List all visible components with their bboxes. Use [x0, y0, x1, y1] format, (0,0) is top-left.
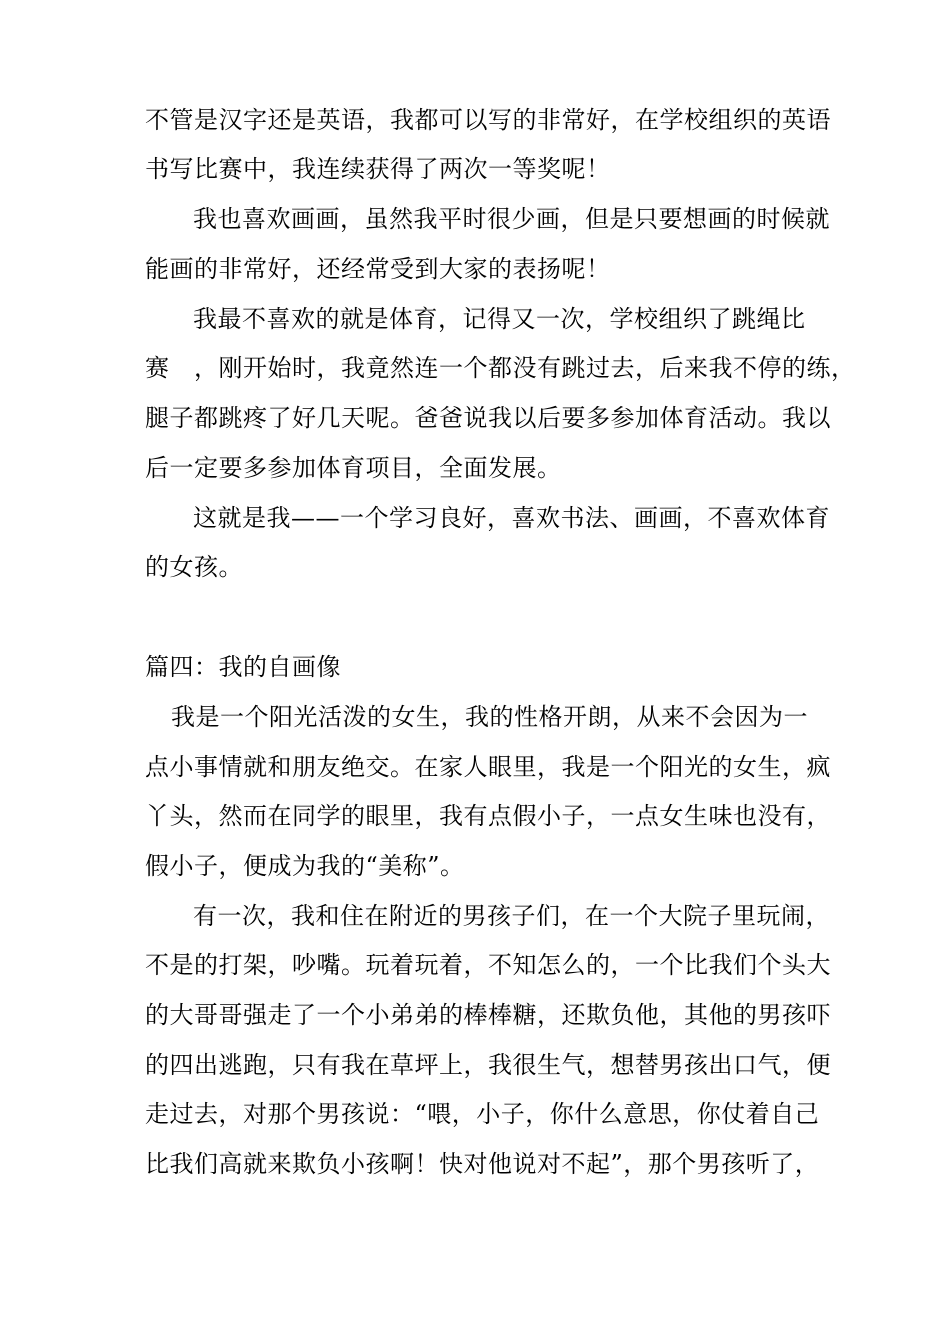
text-line: 不管是汉字还是英语，我都可以写的非常好，在学校组织的英语: [145, 106, 831, 134]
section-heading: 篇四：我的自画像: [145, 653, 341, 681]
text-line: 腿子都跳疼了好几天呢。爸爸说我以后要多参加体育活动。我以: [145, 404, 831, 432]
paragraph-start-line: 我最不喜欢的就是体育，记得又一次，学校组织了跳绳比: [193, 305, 806, 333]
text-line: 丫头，然而在同学的眼里，我有点假小子，一点女生味也没有，: [145, 802, 831, 830]
text-line: 能画的非常好，还经常受到大家的表扬呢！: [145, 255, 611, 283]
paragraph-start-line: 这就是我——一个学习良好，喜欢书法、画画，不喜欢体育: [193, 504, 830, 532]
text-line: 的大哥哥强走了一个小弟弟的棒棒糖，还欺负他，其他的男孩吓: [145, 1001, 831, 1029]
paragraph-start-line: 我也喜欢画画，虽然我平时很少画，但是只要想画的时候就: [193, 205, 830, 233]
text-line: 不是的打架，吵嘴。玩着玩着，不知怎么的，一个比我们个头大: [145, 951, 831, 979]
text-line: 假小子，便成为我的“美称”。: [145, 852, 465, 880]
text-line: 的四出逃跑，只有我在草坪上，我很生气，想替男孩出口气，便: [145, 1051, 831, 1079]
text-line: 点小事情就和朋友绝交。在家人眼里，我是一个阳光的女生，疯: [145, 753, 831, 781]
text-line: 比我们高就来欺负小孩啊！快对他说对不起”，那个男孩听了，: [145, 1150, 820, 1178]
paragraph-start-line: 我是一个阳光活泼的女生，我的性格开朗，从来不会因为一: [171, 703, 808, 731]
text-line: 书写比赛中，我连续获得了两次一等奖呢！: [145, 155, 611, 183]
text-line: 走过去，对那个男孩说：“喂，小子，你什么意思，你仗着自己: [145, 1100, 820, 1128]
text-line: 赛 ，刚开始时，我竟然连一个都没有跳过去，后来我不停的练，: [145, 354, 856, 382]
text-line: 后一定要多参加体育项目，全面发展。: [145, 454, 562, 482]
text-line: 的女孩。: [145, 553, 243, 581]
paragraph-start-line: 有一次，我和住在附近的男孩子们，在一个大院子里玩闹，: [193, 902, 830, 930]
